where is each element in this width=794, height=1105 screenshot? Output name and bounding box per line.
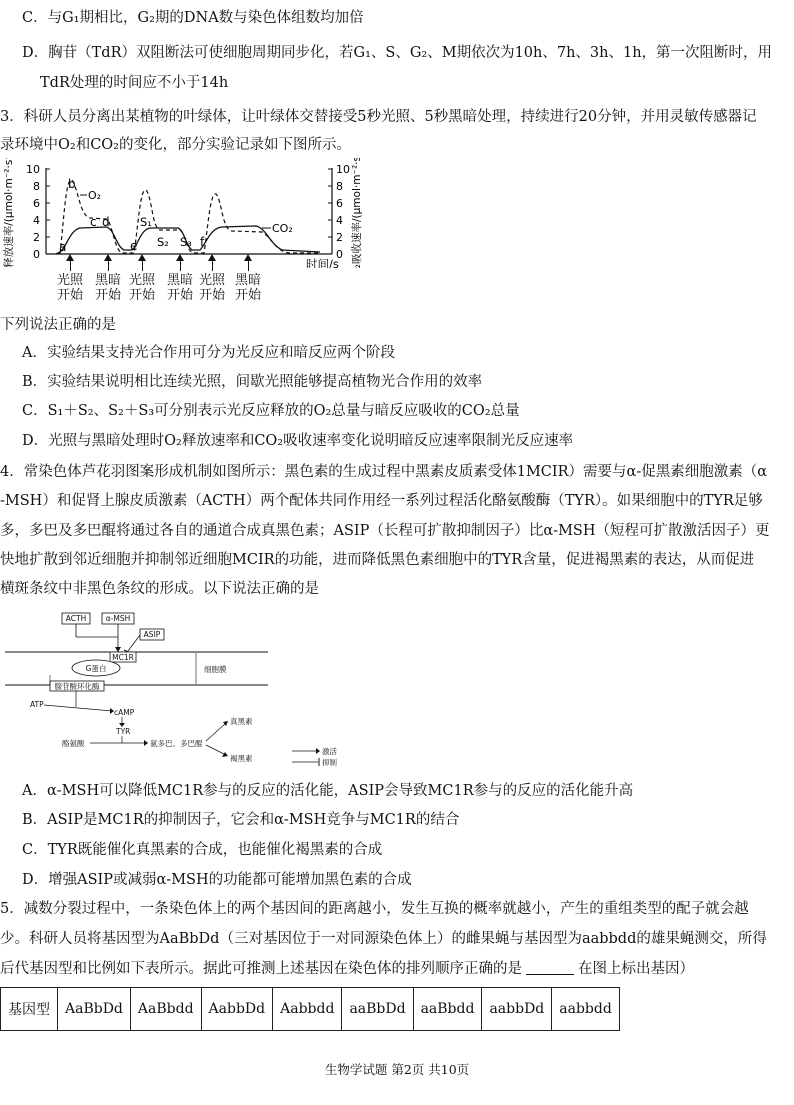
point-d: d bbox=[102, 215, 110, 229]
point-f: f bbox=[200, 235, 205, 249]
area-s3: S₃ bbox=[180, 235, 192, 249]
q4-option-c: C．TYR既能催化真黑素的合成，也能催化褐黑素的合成 bbox=[22, 842, 383, 858]
left-tick-0: 0 bbox=[33, 248, 40, 261]
event-arrow-2 bbox=[104, 254, 112, 261]
series-o2-label: O₂ bbox=[88, 189, 102, 202]
q4-stem-line4: 快地扩散到邻近细胞并抑制邻近细胞MCIR的功能，进而降低黑色素细胞中的TYR含量，促进褐黑素的表达，从而促进 bbox=[0, 552, 755, 568]
genotype-table bbox=[0, 987, 620, 1031]
pheomelanin-label: 褐黑素 bbox=[230, 754, 253, 763]
point-e: e bbox=[130, 239, 138, 253]
q4-diagram bbox=[0, 605, 400, 770]
mc1r-label: MC1R bbox=[112, 653, 134, 662]
event-arrow-6 bbox=[244, 254, 252, 261]
genotype-cell: aabbdd bbox=[552, 988, 620, 1031]
event-label-3: 光照 开始 bbox=[128, 273, 155, 303]
q4-option-a: A．α-MSH可以降低MC1R参与的反应的活化能，ASIP会导致MC1R参与的反应的活化能升高 bbox=[22, 783, 634, 799]
x-axis-label: 时间/s bbox=[306, 257, 339, 268]
tyrosine-label: 酪氨酸 bbox=[62, 739, 85, 748]
g-protein-label: G蛋白 bbox=[85, 664, 107, 673]
q3-stem-line2: 录环境中O₂和CO₂的变化，部分实验记录如下图所示。 bbox=[0, 137, 351, 153]
event-arrow-4 bbox=[176, 254, 184, 261]
point-a: a bbox=[59, 240, 67, 254]
right-tick-6: 6 bbox=[336, 197, 343, 210]
right-axis-label: CO₂吸收速率/(μmol·m⁻²·s⁻¹) bbox=[351, 158, 363, 268]
q3-option-d: D．光照与黑暗处理时O₂释放速率和CO₂吸收速率变化说明暗反应速率限制光反应速率 bbox=[22, 433, 574, 449]
q3-stem-line1: 3．科研人员分离出某植物的叶绿体，让叶绿体交替接受5秒光照、5秒黑暗处理，持续进行20分钟，并用灵敏传感器记 bbox=[0, 109, 757, 125]
right-tick-4: 4 bbox=[336, 214, 343, 227]
left-tick-10: 10 bbox=[26, 163, 40, 176]
q5-stem-line1: 5．减数分裂过程中，一条染色体上的两个基因间的距离越小，发生互换的概率就越小，产生的重组类型的配子就会越 bbox=[0, 901, 749, 917]
genotype-cell: Aabbdd bbox=[273, 988, 342, 1031]
event-arrow-5 bbox=[208, 254, 216, 261]
event-label-6: 黑暗 开始 bbox=[234, 273, 261, 303]
genotype-cell: aaBbDd bbox=[342, 988, 413, 1031]
q3-chart-svg bbox=[0, 158, 380, 268]
right-tick-10: 10 bbox=[336, 163, 350, 176]
series-co2-label: CO₂ bbox=[272, 222, 293, 235]
right-ticks bbox=[328, 163, 350, 261]
dopa-label: 氨多巴、多巴醌 bbox=[150, 739, 203, 748]
q3-option-a: A．实验结果支持光合作用可分为光反应和暗反应两个阶段 bbox=[22, 345, 395, 361]
event-label-1: 光照 开始 bbox=[56, 273, 83, 303]
left-tick-8: 8 bbox=[33, 180, 40, 193]
atp-label: ATP bbox=[30, 700, 44, 709]
answer-blank[interactable] bbox=[526, 960, 574, 975]
legend-activate: 激活 bbox=[322, 747, 337, 756]
point-c: c bbox=[90, 215, 97, 229]
acth-label: ACTH bbox=[65, 614, 87, 623]
q3-prompt: 下列说法正确的是 bbox=[0, 317, 116, 333]
genotype-cell: aaBbdd bbox=[413, 988, 482, 1031]
amsh-label: α-MSH bbox=[105, 614, 131, 623]
left-tick-4: 4 bbox=[33, 214, 40, 227]
right-tick-0: 0 bbox=[336, 248, 343, 261]
q4-diagram-svg bbox=[0, 605, 400, 770]
table-header-cell: 基因型 bbox=[1, 988, 58, 1031]
q4-stem-line3: 多，多巴及多巴醌将通过各自的通道合成真黑色素；ASIP（长程可扩散抑制因子）比α-MSH（短程可扩散激活因子）更 bbox=[0, 523, 770, 539]
q4-stem-line1: 4．常染色体芦花羽图案形成机制如图所示：黑色素的生成过程中黑素皮质素受体1MCIR）需要与α-促黑素细胞激素（α bbox=[0, 464, 768, 480]
q2-option-d-line1: D．胸苷（TdR）双阻断法可使细胞周期同步化，若G₁、S、G₂、M期依次为10h、7h、3h、1h，第一次阻断时，用 bbox=[22, 45, 773, 61]
q2-option-c: C．与G₁期相比，G₂期的DNA数与染色体组数均加倍 bbox=[22, 10, 364, 26]
q5-stem-line3-b: 在图上标出基因） bbox=[578, 961, 694, 977]
q2-option-d-line2: TdR处理的时间应不小于14h bbox=[40, 75, 229, 91]
left-axis-label: O₂释放速率/(μmol·m⁻²·s⁻¹) bbox=[3, 158, 15, 268]
membrane-label: 细胞膜 bbox=[204, 665, 227, 674]
left-tick-2: 2 bbox=[33, 231, 40, 244]
right-tick-2: 2 bbox=[336, 231, 343, 244]
tyr-label: TYR bbox=[116, 727, 131, 736]
page-footer: 生物学试题 第2页 共10页 bbox=[324, 1062, 470, 1077]
q4-option-b: B．ASIP是MC1R的抑制因子，它会和α-MSH竞争与MC1R的结合 bbox=[22, 812, 460, 828]
q4-option-d: D．增强ASIP或减弱α-MSH的功能都可能增加黑色素的合成 bbox=[22, 872, 412, 888]
genotype-cell: AaBbDd bbox=[58, 988, 131, 1031]
enzyme-label: 腺苷酸环化酶 bbox=[54, 682, 100, 691]
table-row bbox=[1, 988, 620, 1031]
right-tick-8: 8 bbox=[336, 180, 343, 193]
camp-label: cAMP bbox=[114, 708, 135, 717]
asip-label: ASIP bbox=[143, 630, 161, 639]
event-label-4: 黑暗 开始 bbox=[166, 273, 193, 303]
area-s1: S₁ bbox=[140, 215, 152, 229]
left-tick-6: 6 bbox=[33, 197, 40, 210]
legend-inhibit: 抑制 bbox=[322, 758, 337, 767]
point-b: b bbox=[68, 177, 76, 191]
q4-stem-line5: 横斑条纹中非黑色条纹的形成。以下说法正确的是 bbox=[0, 581, 319, 597]
q3-option-c: C．S₁＋S₂、S₂＋S₃可分别表示光反应释放的O₂总量与暗反应吸收的CO₂总量 bbox=[22, 403, 520, 419]
q5-stem-line3-a: 后代基因型和比例如下表所示。据此可推测上述基因在染色体的排列顺序正确的是 bbox=[0, 961, 522, 977]
q3-chart bbox=[0, 158, 380, 308]
area-s2: S₂ bbox=[157, 235, 169, 249]
q4-stem-line2: -MSH）和促肾上腺皮质激素（ACTH）两个配体共同作用经一系列过程活化酪氨酸酶（TYR）。如果细胞中的TYR足够 bbox=[0, 493, 763, 509]
genotype-cell: AaBbdd bbox=[130, 988, 201, 1031]
eumelanin-label: 真黑素 bbox=[230, 717, 253, 726]
event-arrow-1 bbox=[66, 254, 74, 261]
event-arrow-3 bbox=[138, 254, 146, 261]
event-label-5: 光照 开始 bbox=[198, 273, 225, 303]
q5-stem-line2: 少。科研人员将基因型为AaBbDd（三对基因位于一对同源染色体上）的雌果蝇与基因型为aabbdd的雄果蝇测交，所得 bbox=[0, 931, 767, 947]
event-label-2: 黑暗 开始 bbox=[94, 273, 121, 303]
genotype-cell: AabbDd bbox=[201, 988, 273, 1031]
q3-option-b: B．实验结果说明相比连续光照，间歇光照能够提高植物光合作用的效率 bbox=[22, 374, 483, 390]
genotype-cell: aabbDd bbox=[482, 988, 552, 1031]
q5-stem-line3 bbox=[0, 959, 694, 979]
